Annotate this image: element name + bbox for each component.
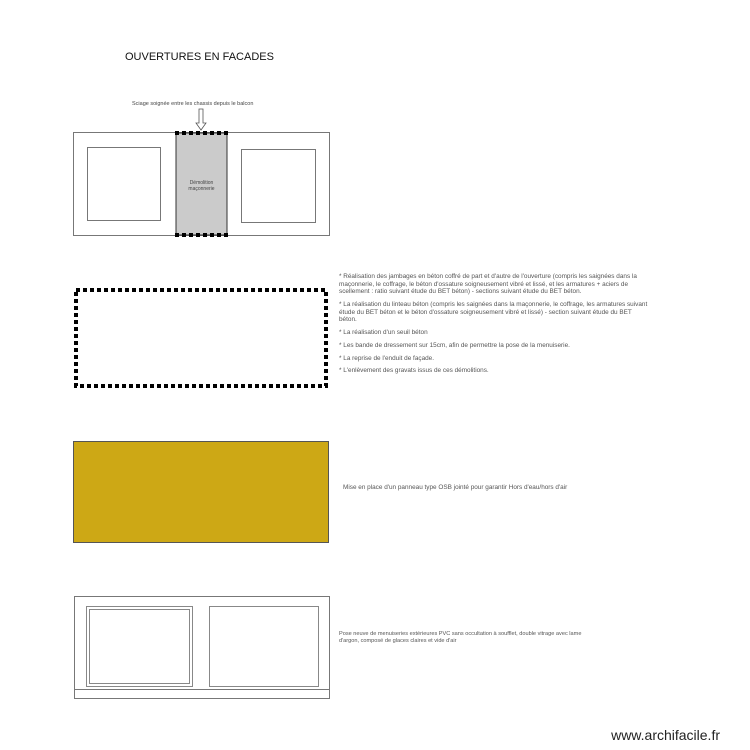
facade-existing [74, 109, 330, 236]
cut-caption: Sciage soignée entre les chassis depuis le balcon [132, 101, 254, 107]
note: * La réalisation du linteau béton (compris les saignées dans la maçonnerie, le coffrage, les armatures suivant étude du BET béton et le béton d'ossature soigneusement vibré et lissé) - section suivant étude du BET béton. [339, 301, 648, 324]
window-note: Pose neuve de menuiseries extérieures PVC sans occultation à soufflet, double vitrage avec lame d'argon, composé de glaces claires et vide d'air [339, 631, 582, 644]
note: * La réalisation d'un seuil béton [339, 329, 428, 337]
note: * Réalisation des jambages en béton coffré de part et d'autre de l'ouverture (compris les saignées dans la maçonnerie, le coffrage, le béton d'ossature soigneusement vibré et lissé, et les armatures + aciers de scellement : ratio suivant étude du BET béton) - sections suivant étude du BET béton. [339, 273, 637, 296]
watermark: www.archifacile.fr [611, 727, 720, 743]
osb-panel [74, 442, 329, 543]
page-title: OUVERTURES EN FACADES [125, 51, 274, 63]
window-right [210, 607, 319, 687]
new-window-elevation [74, 597, 330, 699]
demolition-label: Démolition maçonnerie [188, 180, 215, 192]
window-frame-outer [87, 607, 193, 687]
note: * Les bande de dressement sur 15cm, afin de permettre la pose de la menuiserie. [339, 341, 570, 349]
works-notes [339, 273, 651, 380]
arrow-down-icon [196, 109, 206, 130]
note: * L'enlèvement des gravats issus de ces démolitions. [339, 367, 489, 375]
window-frame-inner [90, 610, 190, 684]
window-left [88, 148, 161, 221]
window-right [242, 150, 316, 223]
opening-dashed-outline [76, 290, 326, 386]
osb-note: Mise en place d'un panneau type OSB jointé pour garantir Hors d'eau/hors d'air [343, 484, 568, 491]
note: * La reprise de l'enduit de façade. [339, 354, 435, 362]
